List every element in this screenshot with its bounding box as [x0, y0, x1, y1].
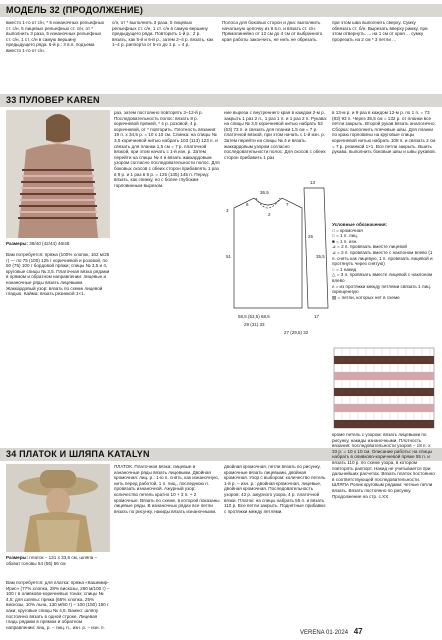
s32-column-4: при этом шва выполнить сверху. Сумку обвязать ст. б/н. Вырезать вверху рамку, при этом отвернуть. ... на 1 см от края ... сумку прорезать на 2 см * 3 петли ...	[332, 20, 428, 42]
s32-column-2: с/н, от * выполнить 3 раза, 5 лицевых рельефных ст. с/н, 1 ст. с/н в самую вершину предыдущего ряда. Повторить 1-й р.: 2 р. вязать, как 5-й и 6-й р., затем 2–4 р. вязать, как 1–4 р. раппорта от 5-го до 1 р. = 4 р.	[112, 20, 214, 48]
schematic-label: 27 (29,5) 32	[284, 330, 309, 335]
magazine-name: VERENA 01·2024	[300, 630, 349, 636]
hat-scarf-photo	[6, 464, 110, 552]
section-33-header	[0, 94, 442, 107]
schematic-label: 58,5 (63,5) 68,5	[238, 314, 270, 319]
s34-left-text: Вам потребуется: для платка: пряжа «Кашемир-Ирис» (77% хлопка, 28% вискозы, 260 м/100 г) – 100 г в оливково-коричневых тонах; спицы № 4,5; для шляпы: пряжа (65% хлопка, 25% вискозы, 10% льна, 130 м/50 г) – 100 (150) 150 г хаки; круговые спицы № 4,5. Важно: шляпу постоянно вязать в одной строке. Лицевая гладь рядами в прямом и обратном направлении: лиц. р. – лиц. п., изн. р. – изн. п.	[6, 580, 110, 630]
section-32-title: МОДЕЛЬ 32 (ПРОДОЛЖЕНИЕ)	[6, 5, 144, 15]
page-footer	[300, 627, 363, 636]
schematic-label: 6	[246, 202, 249, 207]
s33-sizes	[6, 241, 110, 249]
schematic-label: 7	[286, 202, 289, 207]
legend	[332, 222, 436, 344]
s33-middle-text: раз, затем постоянно повторять 3–12-й р. Последовательность полос: вязать 8 р. коричневой пряжей, * 4 р. розовой, 4 р. коричневой, от * повторить. Плотность вязания: 19 п. x 34,5 р. = 10 x 10 см. Спинка: на спицы № 3,5 коричневой нитью набрать 103 (113) 123 п. и связать для планки 1,5 см = 7 р. платочной вязкой, при этом начать с 1-й изн. р. Затем перейти на спицы № 4 и вязать жаккардовым узором согласно последовательности полос. Для боковых скосов с обеих сторон прибавлять 1 раз в 9 р. и 1 раз в 8 р. = 125 (135) 145 п. Перед: вязать, как спинку, но с более глубоким горловинным вырезом.	[114, 110, 220, 188]
s32-column-1: вместо 1-го от с/н, * 5 изнаночных рельефных ст. с/н, 5 лицевых рельефных ст. с/н, от * выполнить 3 раза, 5 изнаночных рельефных ст. с/н, 1 ст. с/н в самую вершину предыдущего ряда. 6-й р.: 3 в.п. подъема вместо 1-го от с/н.	[6, 20, 105, 53]
section-32-header	[0, 4, 442, 17]
sweater-photo	[6, 110, 110, 238]
legend-item: △ = 3 п. провязать вместе лицевой с наклоном влево	[332, 272, 433, 283]
s33-sizes-label: Размеры:	[6, 241, 28, 246]
legend-item: ⊿ = 2 п. провязать вместе с наклоном влево (1 п. снять как лицевую, 1 п. провязать лицевой и протянуть через снятую)	[332, 249, 433, 267]
jacquard-chart	[334, 348, 434, 428]
legend-title: Условные обозначения:	[332, 222, 388, 227]
s34-middle-text: ПЛАТОК. Платочная вязка: лицевые и изнаночные ряды вязать лицевыми. Двойная кромочная: лиц. р.: 1-ю п. снять, как изнаночную, нить перед работой, 1 п. лиц., последнюю п. провязать изнаночной. Ажурный узор: количество петель кратно 10 + 3 п. + 2 кромочные. Вязать по схеме, в которой показаны лицевые ряды. В изнаночных рядах все петли вязать по рисунку, накиды вязать изнаночными.	[114, 464, 220, 514]
legend-item: ▨ = петли, которых нет в схеме	[332, 294, 400, 300]
schematic-label: 3	[226, 208, 229, 213]
schematic-label: 29 (31) 33	[244, 322, 265, 327]
legend-item: ⊿ = 2 п. провязать вместе лицевой	[332, 244, 407, 250]
legend-item: □ = 1 п. лиц.	[332, 233, 359, 239]
schematic-label: 17	[314, 314, 320, 319]
s33-far-right-text: в 13-м р. и 9 раз в каждом 12-м р. по 1 п. = 73 (83) 93 п. Через 35,5 см = 132 р. от планки все петли закрыть. Второй рукав вязать аналогично. Сборка: выполнить плечевые швы. Для планки по краю горловины на круговые спицы коричневой нитью набрать 108 п. и связать 2 см = 7 р. резинкой 1×1. Все петли закрыть. Вшить рукава, выполнить боковые швы и швы рукавов.	[332, 110, 436, 155]
schematic-label: 25	[308, 234, 314, 239]
page-number: 47	[353, 627, 363, 636]
schematic-label: 36,5	[260, 190, 269, 195]
legend-item: ○ = 1 накид	[332, 266, 357, 272]
schematic-label: 2	[268, 212, 271, 217]
s34-right-text: двойная кромочная, петли вязать по рисунку, кромочные вязать лицевыми, двойная кромочная. Узор с выбором: количество петель 1-й р. – изн. р.: двойная кромочная, лицевые, двойная кромочная. Последовательность узоров: 42 р. ажурного узора, 4 р. платочной вязки. Платок: на спицы набрать 55 п. и вязать 110 р. Все петли закрыть. Поднятные прибавки: с протяжки между петлями.	[224, 464, 327, 514]
garment-schematic	[224, 168, 332, 336]
schematic-label: 13	[310, 180, 316, 185]
legend-item: ■ = 1 п. изн.	[332, 238, 358, 244]
s34-far-right-text: кроме петель с узором: вязать лицевыми по рисунку, накиды изнаночными. Плотность вязания: последовательности узоров – 18 п. x 33 р. = 10 x 10 см. Описание работы: на спицы набрать в оливково-коричневой пряже 55 п. и вязать 110 р. по схеме узора, в котором повторять раппорт. Накид не учитывается при дальнейших расчетах. Вязать платок постоянно в соответствующей последовательности. ШЛЯПА Ролик круговым рядами: четные петли вязать. Вязать постоянно по рисунку. Продолжение на стр. с.ХХ	[332, 432, 435, 499]
s33-left-text: Вам потребуется: пряжа (100% хлопок, 162 м/25 г) — по 75 (100) 125 г коричневой и розовой, по 50 (75) 100 г бордовой пряжи; спицы № 3,5 и 4, круговые спицы № 3,5. Платочная вязка рядами в прямом и обратном направлении: лицевые и изнаночные ряды вязать лицевыми. Жаккардовый узор: вязать по схеме лицевой гладью. Кайма: вязать резинкой 1×1.	[6, 252, 110, 297]
s33-sizes-value: 38/40 (42/44) 46/48	[29, 241, 70, 246]
schematic-label: 35,5	[316, 254, 325, 259]
schematic-label: 51	[226, 254, 232, 259]
section-34-title: 34 ПЛАТОК И ШЛЯПА KATALYN	[6, 449, 150, 459]
section-33-title: 33 ПУЛОВЕР KAREN	[6, 95, 100, 105]
s34-sizes-label: Размеры:	[6, 555, 28, 560]
legend-item: ᴧ = из протяжки между петлями связать 1 лиц. скрещенную	[332, 283, 432, 295]
s34-sizes-value: платок – 131 x 33,5 см, шляпа – обхват головы 54 (56) 56 см	[6, 555, 98, 566]
s33-right-text: ние выреза с внутреннего края в каждом 2-м р. закрыть 1 раз 2 п., 1 раз 1 п. и 1 раз 2 п. Рукава: на спицы № 3,5 коричневой нитью набрать 53 (63) 73 п. и связать для планки 1,5 см = 7 р. платочной вязкой, при этом начать с 1-й изн. р. Затем перейти на спицы № 4 и вязать жаккардовым узором согласно последовательности полос. Для скосов с обеих сторон прибавить 1 раз	[224, 110, 328, 160]
s32-column-3: Полоса для боковых сторон и дна: выполнить начальную цепочку из 8 в.п. и вязать ст. с/н. Прямолинейно от 12 см до 4 см от выбранного края работы закончить, не нить не обрезать.	[222, 20, 323, 42]
legend-item: □ = кромочная	[332, 227, 363, 233]
s34-sizes	[6, 555, 110, 577]
